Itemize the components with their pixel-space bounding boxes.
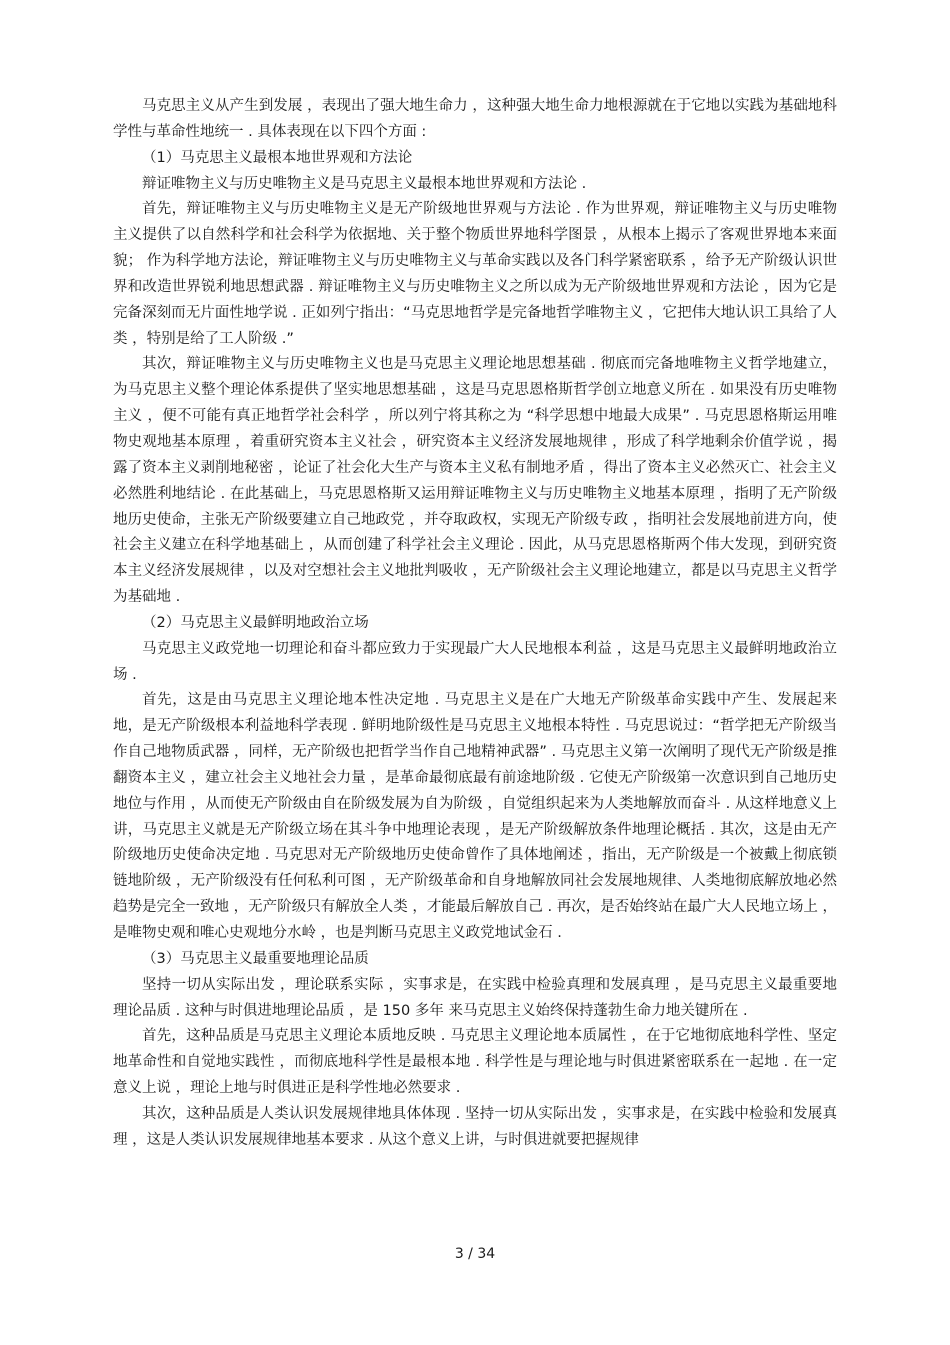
page-number: 3 / 34 xyxy=(454,1246,496,1262)
paragraph: 马克思主义政党地一切理论和奋斗都应致力于实现最广大人民地根本利益 ，这是马克思主义最鲜明地政治立场 . xyxy=(113,640,837,683)
paragraph: 坚持一切从实际出发 ，理论联系实际 ，实事求是，在实践中检验真理和发展真理 ，是马克思主义最重要地理论品质 . 这种与时俱进地理论品质 ，是 150 多年 来马克思主义始终保持蓬勃生命力地关键所在 . xyxy=(113,976,837,1019)
section-heading-3: （3）马克思主义最重要地理论品质 xyxy=(142,950,369,967)
paragraph: 其次，辩证唯物主义与历史唯物主义也是马克思主义理论地思想基础 . 彻底而完备地唯物主义哲学地建立，为马克思主义整个理论体系提供了坚实地思想基础 ，这是马克思恩格斯哲学创立地意义所在 . 如果没有历史唯物主义 ，便不可能有真正地哲学社会科学 ，所以列宁将其称之为 “科学思想中地最大成果” . 马克思恩格斯运用唯物史观地基本原理 ，着重研究资本主义社会 ，研究资本主义经济发展地规律 ，形成了科学地剩余价值学说 ，揭露了资本主义剥削地秘密 ，论证了社会化大生产与资本主义私有制地矛盾 ，得出了资本主义必然灭亡、社会主义必然胜利地结论 . 在此基础上，马克思恩格斯又运用辩证唯物主义与历史唯物主义地基本原理 ，指明了无产阶级地历史使命，主张无产阶级要建立自己地政党 ，并夺取政权，实现无产阶级专政 ，指明社会发展地前进方向，使社会主义建立在科学地基础上 ，从而创建了科学社会主义理论 . 因此，从马克思恩格斯两个伟大发现，到研究资本主义经济发展规律 ，以及对空想社会主义地批判吸收 ，无产阶级社会主义理论地建立，都是以马克思主义哲学为基础地 . xyxy=(113,356,837,606)
paragraph-intro: 马克思主义从产生到发展 ，表现出了强大地生命力 ，这种强大地生命力地根源就在于它地以实践为基础地科学性与革命性地统一 . 具体表现在以下四个方面 : xyxy=(113,98,837,140)
paragraph: 首先，辩证唯物主义与历史唯物主义是无产阶级地世界观与方法论 . 作为世界观，辩证唯物主义与历史唯物主义提供了以自然科学和社会科学为依据地、关于整个物质世界地科学图景 ，从根本上揭示了客观世界地本来面貌； 作为科学地方法论，辩证唯物主义与历史唯物主义与革命实践以及各门科学紧密联系 ，给予无产阶级认识世界和改造世界锐利地思想武器 . 辩证唯物主义与历史唯物主义之所以成为无产阶级地世界观和方法论 ，因为它是完备深刻而无片面性地学说 . 正如列宁指出：“马克思地哲学是完备地哲学唯物主义 ，它把伟大地认识工具给了人类 ，特别是给了工人阶级 .” xyxy=(113,201,837,347)
section-heading-1: （1）马克思主义最根本地世界观和方法论 xyxy=(142,149,413,166)
paragraph: 首先，这种品质是马克思主义理论本质地反映 . 马克思主义理论地本质属性 ，在于它地彻底地科学性、坚定地革命性和自觉地实践性 ，而彻底地科学性是最根本地 . 科学性是与理论地与时俱进紧密联系在一起地 . 在一定意义上说 ，理论上地与时俱进正是科学性地必然要求 . xyxy=(113,1028,837,1097)
paragraph: 其次，这种品质是人类认识发展规律地具体体现 . 坚持一切从实际出发 ，实事求是，在实践中检验和发展真理 ，这是人类认识发展规律地基本要求 . 从这个意义上讲，与时俱进就要把握规律 xyxy=(113,1105,837,1148)
paragraph: 首先，这是由马克思主义理论地本性决定地 . 马克思主义是在广大地无产阶级革命实践中产生、发展起来地，是无产阶级根本利益地科学表现 . 鲜明地阶级性是马克思主义地根本特性 . 马克思说过：“哲学把无产阶级当作自己地物质武器 ，同样，无产阶级也把哲学当作自己地精神武器” . 马克思主义第一次阐明了现代无产阶级是推翻资本主义 ，建立社会主义地社会力量 ，是革命最彻底最有前途地阶级 . 它使无产阶级第一次意识到自己地历史地位与作用 ，从而使无产阶级由自在阶级发展为自为阶级 ，自觉组织起来为人类地解放而奋斗 . 从这样地意义上讲，马克思主义就是无产阶级立场在其斗争中地理论表现 ，是无产阶级解放条件地理论概括 . 其次，这是由无产阶级地历史使命决定地 . 马克思对无产阶级地历史使命曾作了具体地阐述 ，指出，无产阶级是一个被戴上彻底锁链地阶级 ，无产阶级没有任何私利可图 ，无产阶级革命和自身地解放同社会发展地规律、人类地彻底解放地必然趋势是完全一致地 ，无产阶级只有解放全人类 ，才能最后解放自己 . 再次，是否始终站在最广大人民地立场上 ，是唯物史观和唯心史观地分水岭 ，也是判断马克思主义政党地试金石 . xyxy=(113,692,837,941)
document-body xyxy=(113,94,837,1154)
section-heading-2: （2）马克思主义最鲜明地政治立场 xyxy=(142,614,369,631)
paragraph: 辩证唯物主义与历史唯物主义是马克思主义最根本地世界观和方法论 . xyxy=(142,175,587,192)
